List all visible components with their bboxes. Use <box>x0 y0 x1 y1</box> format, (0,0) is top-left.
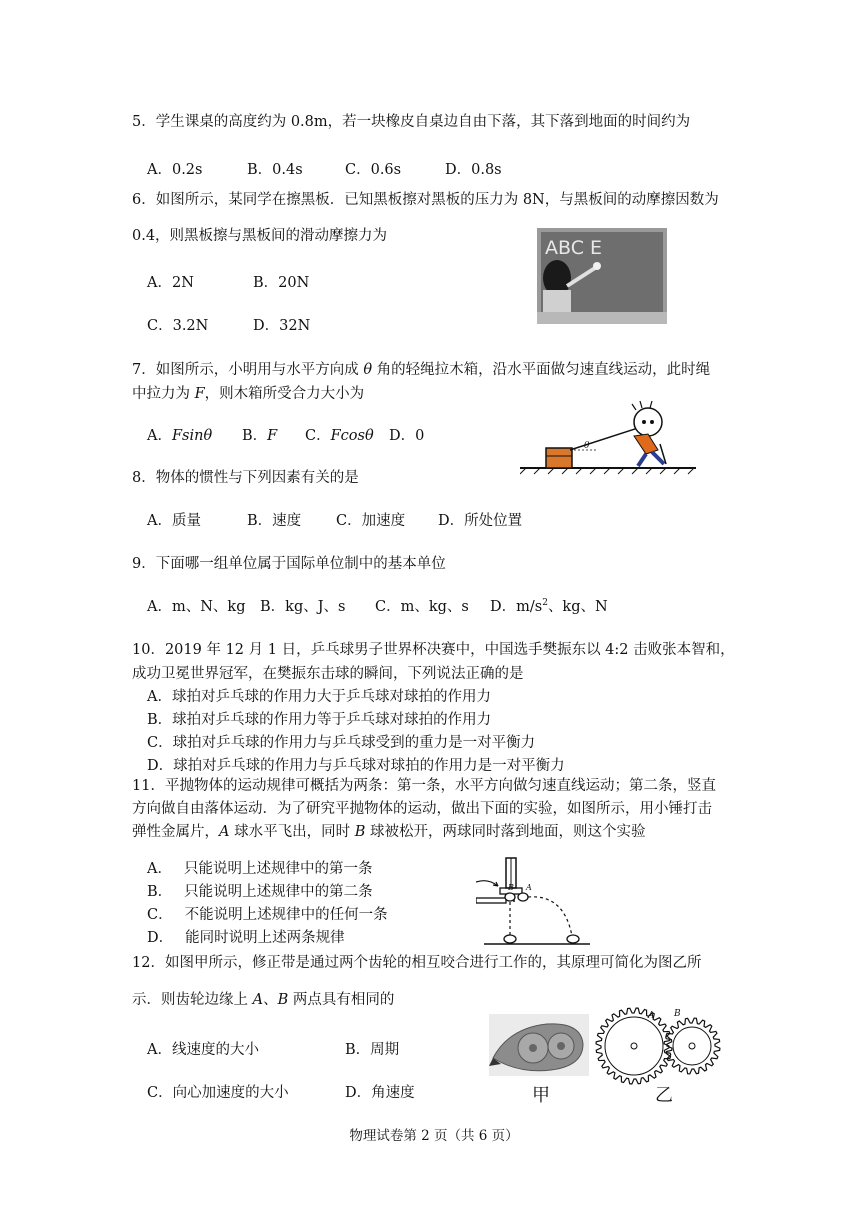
q5-option-b: B．0.4s <box>247 162 303 178</box>
q8-option-a: A．质量 <box>147 513 201 529</box>
q7-option-d: D．0 <box>389 428 425 444</box>
q10-stem-line2: 成功卫冕世界冠军，在樊振东击球的瞬间，下列说法正确的是 <box>132 666 524 682</box>
blackboard-figure <box>537 228 667 324</box>
board-letters: ABC E <box>545 237 603 259</box>
box-pulling-figure <box>520 398 696 478</box>
q9-option-b: B．kg、J、s <box>260 599 346 615</box>
gear-point-a-label: A <box>648 1011 655 1021</box>
q11-stem-line1: 11．平抛物体的运动规律可概括为两条：第一条，水平方向做匀速直线运动；第二条，竖直 <box>132 778 716 794</box>
q11-option-a: A． 只能说明上述规律中的第一条 <box>147 861 373 877</box>
figure-caption-jia: 甲 <box>532 1085 550 1106</box>
q7-option-c: C．Fcosθ <box>305 428 374 444</box>
angle-theta-label: θ <box>584 441 590 451</box>
q10-option-d: D．球拍对乒乓球的作用力与乒乓球对球拍的作用力是一对平衡力 <box>147 758 565 774</box>
q8-option-d: D．所处位置 <box>438 513 523 529</box>
figure-caption-yi: 乙 <box>655 1085 673 1106</box>
q5-option-c: C．0.6s <box>345 162 402 178</box>
q11-option-c: C． 不能说明上述规律中的任何一条 <box>147 907 388 923</box>
page-footer: 物理试卷第 2 页（共 6 页） <box>349 1128 519 1144</box>
q10-option-a: A．球拍对乒乓球的作用力大于乒乓球对球拍的作用力 <box>147 689 491 705</box>
q12-stem-line2: 示．则齿轮边缘上 A、B 两点具有相同的 <box>132 992 395 1008</box>
q9-option-c: C．m、kg、s <box>375 599 469 615</box>
q7-stem-line2: 中拉力为 F，则木箱所受合力大小为 <box>132 386 365 402</box>
q8-stem: 8．物体的惯性与下列因素有关的是 <box>132 470 359 486</box>
q5-option-d: D．0.8s <box>445 162 502 178</box>
q6-stem-line1: 6．如图所示，某同学在擦黑板．已知黑板擦对黑板的压力为 8N，与黑板间的动摩擦因数为 <box>132 192 719 208</box>
q6-option-a: A．2N <box>147 275 194 291</box>
q7-option-b: B．F <box>242 428 278 444</box>
q12-option-d: D．角速度 <box>345 1085 415 1101</box>
q8-option-c: C．加速度 <box>336 513 406 529</box>
q6-option-b: B．20N <box>253 275 310 291</box>
q11-option-b: B． 只能说明上述规律中的第二条 <box>147 884 373 900</box>
ball-a-label: A <box>526 883 532 892</box>
q10-stem-line1: 10．2019 年 12 月 1 日，乒乓球男子世界杯决赛中，中国选手樊振东以 4:2 击败张本智和， <box>132 642 735 658</box>
q12-stem-line1: 12．如图甲所示，修正带是通过两个齿轮的相互咬合进行工作的，其原理可简化为图乙所 <box>132 955 702 971</box>
q6-option-d: D．32N <box>253 318 311 334</box>
large-gear <box>596 1008 672 1084</box>
q5-stem: 5．学生课桌的高度约为 0.8m，若一块橡皮自桌边自由下落，其下落到地面的时间约为 <box>132 114 691 130</box>
q12-option-c: C．向心加速度的大小 <box>147 1085 289 1101</box>
projectile-apparatus-figure <box>476 852 598 950</box>
gear-point-b-label: B <box>674 1009 681 1019</box>
q6-stem-line2: 0.4，则黑板擦与黑板间的滑动摩擦力为 <box>132 228 388 244</box>
q9-option-d: D．$m/s^2$、kg、N <box>490 598 608 615</box>
q11-option-d: D． 能同时说明上述两条规律 <box>147 930 345 946</box>
small-gear <box>664 1018 720 1074</box>
q12-option-b: B．周期 <box>345 1042 400 1058</box>
q11-stem-line2: 方向做自由落体运动．为了研究平抛物体的运动，做出下面的实验，如图所示，用小锤打击 <box>132 801 712 817</box>
q7-stem-line1: 7．如图所示，小明用与水平方向成 θ 角的轻绳拉木箱，沿水平面做匀速直线运动，此时绳 <box>132 362 711 378</box>
q9-stem: 9．下面哪一组单位属于国际单位制中的基本单位 <box>132 556 446 572</box>
q8-option-b: B．速度 <box>247 513 302 529</box>
q6-option-c: C．3.2N <box>147 318 209 334</box>
q10-option-c: C．球拍对乒乓球的作用力与乒乓球受到的重力是一对平衡力 <box>147 735 536 751</box>
correction-tape-photo <box>489 1014 589 1076</box>
q7-option-a: A．Fsinθ <box>147 428 213 444</box>
gear-diagram <box>594 1004 726 1086</box>
q10-option-b: B．球拍对乒乓球的作用力等于乒乓球对球拍的作用力 <box>147 712 492 728</box>
q11-stem-line3: 弹性金属片，A 球水平飞出，同时 B 球被松开，两球同时落到地面，则这个实验 <box>132 824 646 840</box>
ball-b-label: B <box>508 883 514 892</box>
q12-option-a: A．线速度的大小 <box>147 1042 259 1058</box>
q5-option-a: A．0.2s <box>147 162 203 178</box>
q9-option-a: A．m、N、kg <box>147 599 246 615</box>
